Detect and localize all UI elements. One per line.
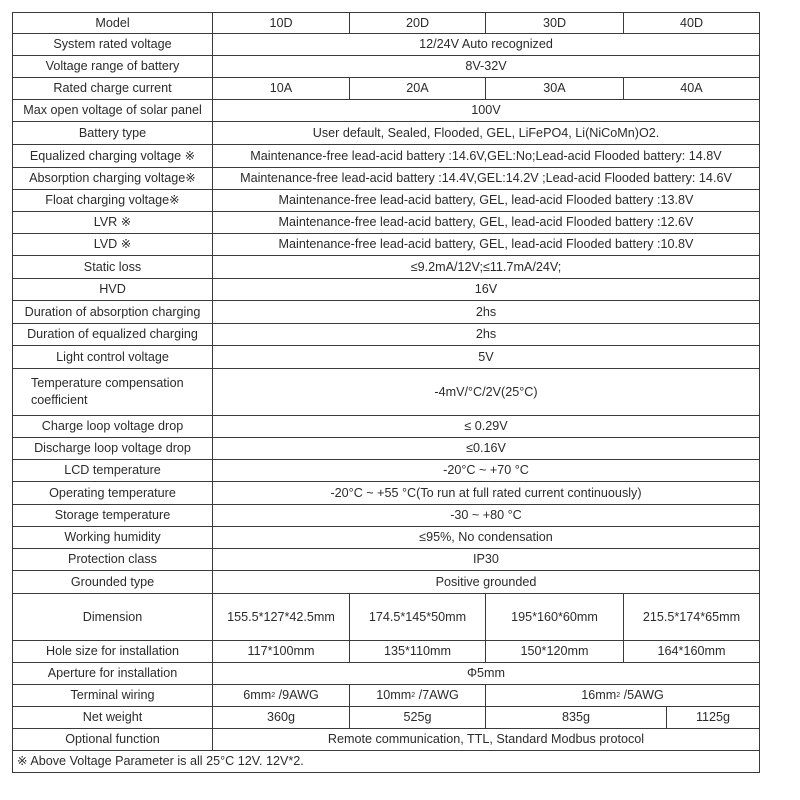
table-row xyxy=(12,34,760,56)
row-label: Rated charge current xyxy=(13,78,213,99)
row-label: Battery type xyxy=(13,122,213,144)
row-value: Positive grounded xyxy=(435,574,537,589)
row-label: Duration of absorption charging xyxy=(13,301,213,323)
row-label: Temperature compensation coefficient xyxy=(13,369,213,415)
table-header-row xyxy=(12,12,760,34)
row-value-40d: 1125g xyxy=(695,710,731,724)
table-row xyxy=(12,256,760,279)
row-label: Max open voltage of solar panel xyxy=(13,100,213,121)
table-row xyxy=(12,212,760,234)
row-label: Float charging voltage※ xyxy=(13,190,213,211)
row-label: Discharge loop voltage drop xyxy=(13,438,213,459)
row-value: 2hs xyxy=(475,327,497,341)
wiring-rest: /7AWG xyxy=(415,688,459,702)
table-row xyxy=(12,78,760,100)
row-value: -4mV/°C/2V(25°C) xyxy=(434,384,538,399)
row-value: 12/24V Auto recognized xyxy=(419,37,553,51)
row-label: Operating temperature xyxy=(13,482,213,504)
row-label: Net weight xyxy=(13,707,213,728)
row-value-20d: 174.5*145*50mm xyxy=(350,594,486,640)
table-row xyxy=(12,369,760,416)
wiring-base: 6mm xyxy=(243,688,272,702)
row-value-30d-40d: 16mm 2 /5AWG xyxy=(581,688,664,702)
row-value-10d: 6mm 2 /9AWG xyxy=(213,685,350,706)
table-row xyxy=(12,641,760,663)
table-row xyxy=(12,729,760,751)
row-label: Grounded type xyxy=(13,571,213,593)
row-value: ≤0.16V xyxy=(466,441,506,455)
row-value: ≤9.2mA/12V;≤11.7mA/24V; xyxy=(410,259,562,274)
table-row xyxy=(12,549,760,571)
row-value-30d: 150*120mm xyxy=(486,641,624,662)
table-row xyxy=(12,190,760,212)
table-row xyxy=(12,346,760,369)
row-value: IP30 xyxy=(473,552,499,566)
row-value-20d: 20A xyxy=(350,78,486,99)
table-row xyxy=(12,685,760,707)
table-row xyxy=(12,416,760,438)
row-label: LVD ※ xyxy=(13,234,213,255)
row-value-30d: 30A xyxy=(486,78,624,99)
row-value: Maintenance-free lead-acid battery :14.6V,GEL:No;Lead-acid Flooded battery: 14.8V xyxy=(250,148,722,163)
row-value-40d: 215.5*174*65mm xyxy=(642,609,741,624)
row-value: Maintenance-free lead-acid battery, GEL, lead-acid Flooded battery :12.6V xyxy=(278,215,694,229)
row-value: 16V xyxy=(474,282,498,296)
row-label: LCD temperature xyxy=(13,460,213,481)
row-value-20d: 10mm 2 /7AWG xyxy=(350,685,486,706)
row-label: Storage temperature xyxy=(13,505,213,526)
row-value: Φ5mm xyxy=(466,666,506,680)
wiring-base: 10mm xyxy=(376,688,412,702)
wiring-base: 16mm xyxy=(581,688,617,702)
row-value: 8V-32V xyxy=(465,59,507,73)
row-label: Protection class xyxy=(13,549,213,570)
model-40d: 40D xyxy=(679,15,704,30)
row-value: 2hs xyxy=(475,304,497,319)
table-row xyxy=(12,505,760,527)
row-value: Maintenance-free lead-acid battery :14.4V,GEL:14.2V ;Lead-acid Flooded battery: 14.6V xyxy=(240,171,732,185)
row-value-10d: 10A xyxy=(213,78,350,99)
row-value-20d: 525g xyxy=(350,707,486,728)
header-label: Model xyxy=(13,13,213,33)
table-row xyxy=(12,707,760,729)
row-label: HVD xyxy=(13,279,213,300)
wiring-rest: /5AWG xyxy=(620,688,664,702)
row-value-20d: 135*110mm xyxy=(350,641,486,662)
row-label: Voltage range of battery xyxy=(13,56,213,77)
row-label: Duration of equalized charging xyxy=(13,324,213,345)
row-label: System rated voltage xyxy=(13,34,213,55)
table-row xyxy=(12,663,760,685)
table-row xyxy=(12,460,760,482)
row-value-10d: 155.5*127*42.5mm xyxy=(213,594,350,640)
table-row xyxy=(12,234,760,256)
table-row xyxy=(12,122,760,145)
row-label: LVR ※ xyxy=(13,212,213,233)
row-label: Absorption charging voltage※ xyxy=(13,168,213,189)
row-label: Hole size for installation xyxy=(13,641,213,662)
row-label: Terminal wiring xyxy=(13,685,213,706)
row-value: -30 ~ +80 °C xyxy=(450,508,522,522)
row-value: User default, Sealed, Flooded, GEL, LiFePO4, Li(NiCoMn)O2. xyxy=(312,125,660,140)
table-row xyxy=(12,279,760,301)
row-value: -20°C ~ +55 °C(To run at full rated current continuously) xyxy=(330,485,642,500)
row-label: Dimension xyxy=(13,594,213,640)
row-value: ≤95%, No condensation xyxy=(419,530,553,544)
table-row xyxy=(12,168,760,190)
table-row xyxy=(12,324,760,346)
table-row xyxy=(12,571,760,594)
row-label: Light control voltage xyxy=(13,346,213,368)
row-value: ≤ 0.29V xyxy=(464,419,508,433)
row-value-10d: 117*100mm xyxy=(213,641,350,662)
table-row xyxy=(12,438,760,460)
table-row xyxy=(12,56,760,78)
row-value: 100V xyxy=(471,103,501,117)
row-value: Maintenance-free lead-acid battery, GEL, lead-acid Flooded battery :10.8V xyxy=(278,237,694,251)
row-label: Aperture for installation xyxy=(13,663,213,684)
table-row xyxy=(12,594,760,641)
row-value: 5V xyxy=(478,349,494,364)
table-row xyxy=(12,301,760,324)
row-value-30d: 195*160*60mm xyxy=(486,594,624,640)
row-value-10d: 360g xyxy=(213,707,350,728)
row-label: Equalized charging voltage ※ xyxy=(13,145,213,167)
row-label: Working humidity xyxy=(13,527,213,548)
row-label: Static loss xyxy=(13,256,213,278)
table-row xyxy=(12,100,760,122)
model-30d: 30D xyxy=(486,13,624,33)
footnote: ※ Above Voltage Parameter is all 25°C 12V. 12V*2. xyxy=(17,754,304,768)
table-row xyxy=(12,482,760,505)
row-value: Maintenance-free lead-acid battery, GEL, lead-acid Flooded battery :13.8V xyxy=(278,193,694,207)
table-row xyxy=(12,527,760,549)
row-value-40d: 40A xyxy=(680,81,703,95)
model-20d: 20D xyxy=(350,13,486,33)
row-label: Charge loop voltage drop xyxy=(13,416,213,437)
row-value-30d: 835g xyxy=(486,707,667,728)
wiring-rest: /9AWG xyxy=(275,688,319,702)
row-value: -20°C ~ +70 °C xyxy=(443,463,529,477)
model-10d: 10D xyxy=(213,13,350,33)
row-value: Remote communication, TTL, Standard Modbus protocol xyxy=(327,732,645,746)
footnote-row xyxy=(12,751,760,773)
row-value-40d: 164*160mm xyxy=(657,644,726,658)
row-label: Optional function xyxy=(13,729,213,750)
table-row xyxy=(12,145,760,168)
